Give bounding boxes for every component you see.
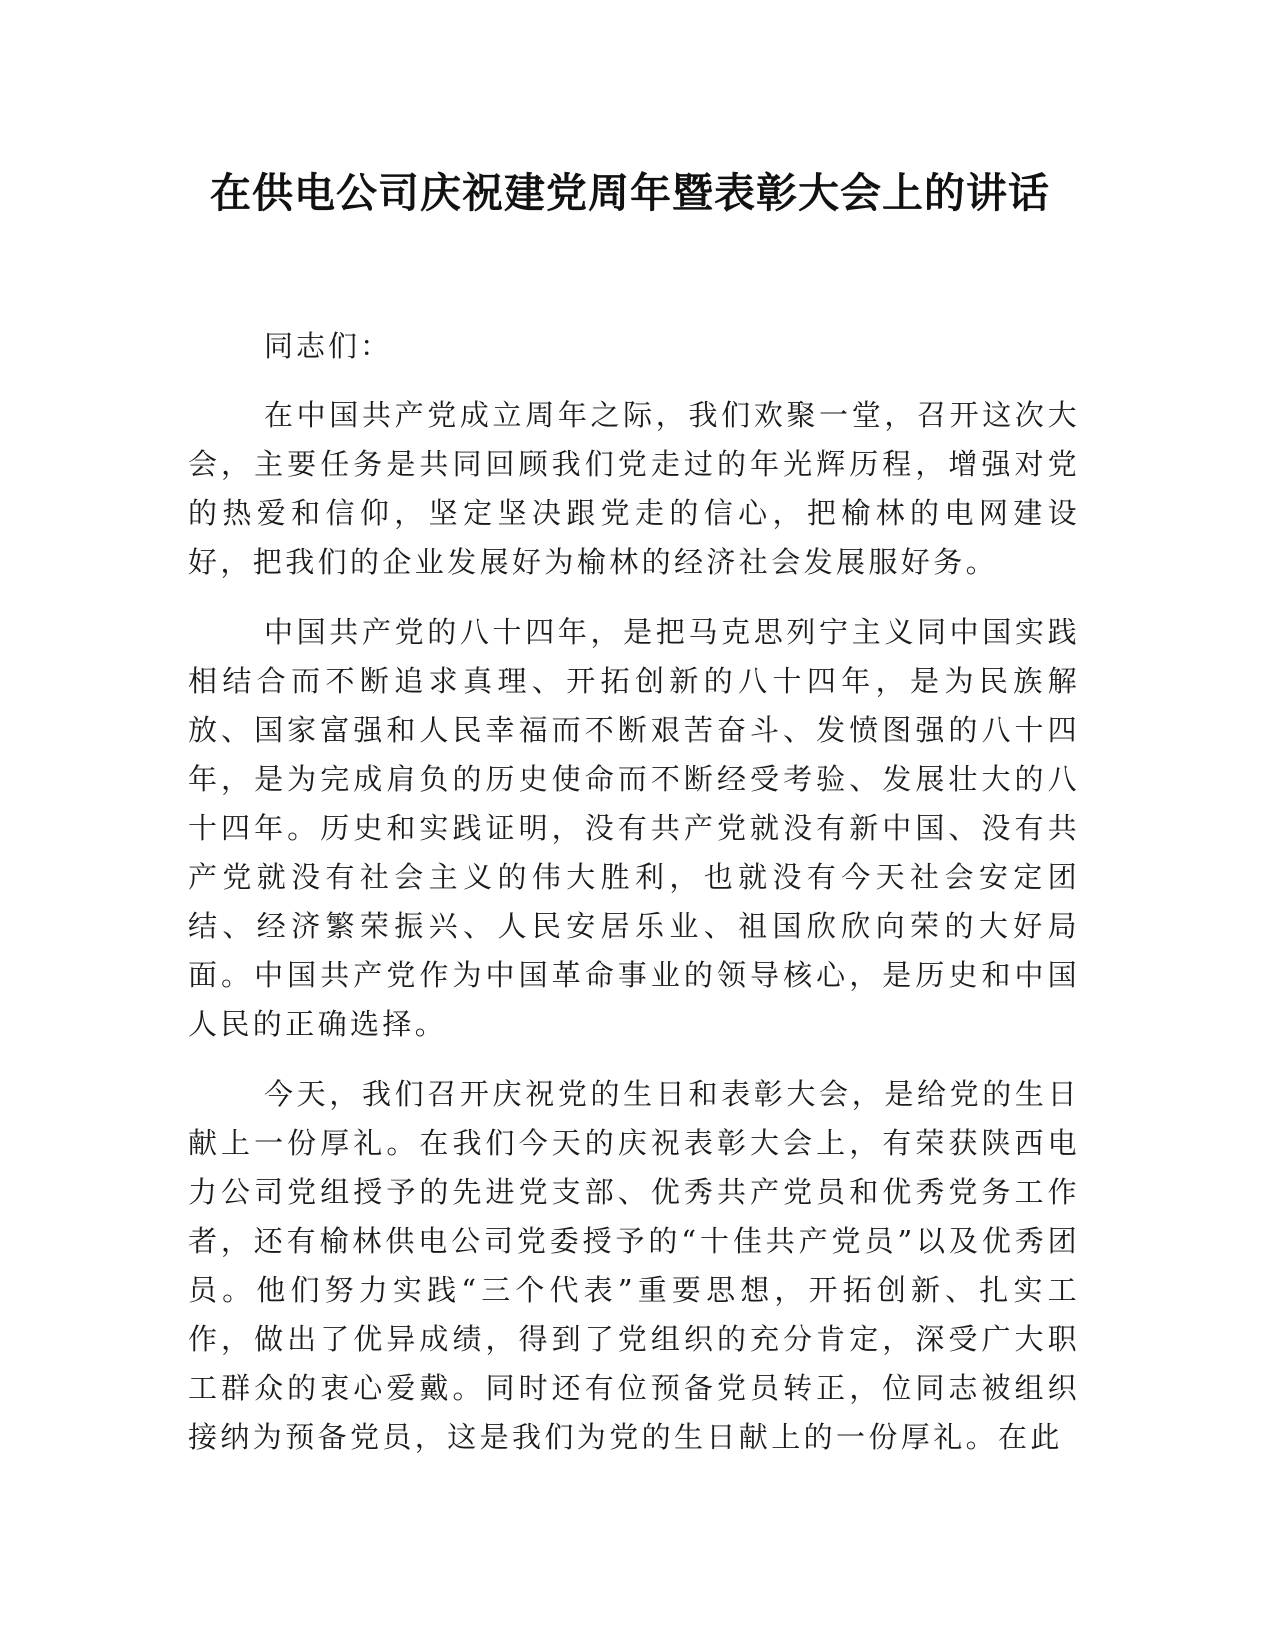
paragraph-2: 中国共产党的八十四年，是把马克思列宁主义同中国实践相结合而不断追求真理、开拓创新的八十四年，是为民族解放、国家富强和人民幸福而不断艰苦奋斗、发愤图强的八十四年，是为完成肩负的历史使命而不断经受考验、发展壮大的八十四年。历史和实践证明，没有共产党就没有新中国、没有共产党就没有社会主义的伟大胜利，也就没有今天社会安定团结、经济繁荣振兴、人民安居乐业、祖国欣欣向荣的大好局面。中国共产党作为中国革命事业的领导核心，是历史和中国人民的正确选择。 bbox=[188, 615, 1080, 1041]
paragraph-1: 在中国共产党成立周年之际，我们欢聚一堂，召开这次大会，主要任务是共同回顾我们党走过的年光辉历程，增强对党的热爱和信仰，坚定坚决跟党走的信心，把榆林的电网建设好，把我们的企业发展好为榆林的经济社会发展服好务。 bbox=[188, 398, 1080, 579]
document-title: 在供电公司庆祝建党周年暨表彰大会上的讲话 bbox=[210, 169, 1050, 217]
paragraph-3: 今天，我们召开庆祝党的生日和表彰大会，是给党的生日献上一份厚礼。在我们今天的庆祝表彰大会上，有荣获陕西电力公司党组授予的先进党支部、优秀共产党员和优秀党务工作者，还有榆林供电公司党委授予的“十佳共产党员”以及优秀团员。他们努力实践“三个代表”重要思想，开拓创新、扎实工作，做出了优异成绩，得到了党组织的充分肯定，深受广大职工群众的衷心爱戴。同时还有位预备党员转正，位同志被组织接纳为预备党员，这是我们为党的生日献上的一份厚礼。在此 bbox=[188, 1077, 1080, 1454]
greeting: 同志们： bbox=[264, 329, 393, 363]
document-body bbox=[188, 322, 1080, 1483]
